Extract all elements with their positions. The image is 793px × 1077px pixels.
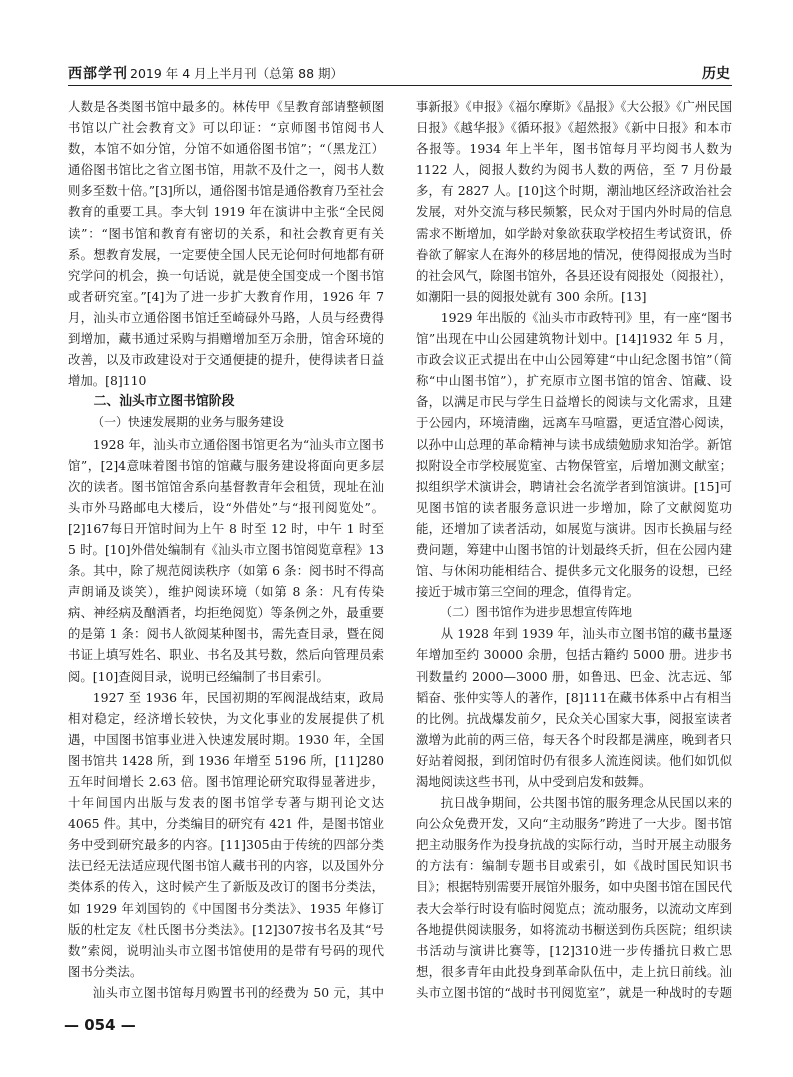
running-header [68, 63, 732, 86]
subsection-heading: （二）图书馆作为进步思想宣传阵地 [440, 605, 633, 620]
paragraph: 人数是各类图书馆中最多的。林传甲《呈教育部请整顿图书馆以广社会教育文》可以印证：“京师图书馆阅书人数，本馆不如分馆，分馆不如通俗图书馆”；“（黑龙江）通俗图书馆比之省立图书馆，用款不及什之一，阅书人数则多至数十倍。”[3]所以，通俗图书馆是通俗教育乃至社会教育的重要工具。李大钊 1919 年在演讲中主张“全民阅读”：“图书馆和教育有密切的关系，和社会教育更有关系。想教育发展，一定要使全国人民无论何时何地都有研究学问的机会，换一句话说，就是使全国变成一个图书馆或者研究室。”[4]为了进一步扩大教育作用，1926 年 7 月，汕头市立通俗图书馆迁至崎碌外马路，人员与经费得到增加，藏书通过采购与捐赠增加至万余册，馆舍环境的改善，以及市政建设对于交通便捷的提升，使得读者日益增加。[8]110 [68, 99, 384, 389]
section-heading: 二、汕头市立图书馆阶段 [93, 394, 235, 410]
page-number: — 054 — [64, 1016, 136, 1034]
subsection-heading: （一）快速发展期的业务与服务建设 [92, 415, 285, 430]
paragraph: 抗日战争期间，公共图书馆的服务理念从民国以来的向公众免费开发，又向“主动服务”跨进了一大步。图书馆把主动服务作为投身抗战的实际行动，当时开展主动服务的方法有：编制专题书目或索引，如《战时国民知识书目》；根据特别需要开展馆外服务，如中央图书馆在国民代表大会举行时设有临时阅览点；流动服务，以流动文库到各地提供阅读服务，如将流动书橱送到伤兵医院；组织读书活动与演讲比赛等，[12]310进一步传播抗日救亡思想，很多青年由此投身到革命队伍中，走上抗日前线。汕头市立图书馆的“战时书刊阅览室”，就是一种战时的专题 [416, 795, 732, 1000]
right-column [416, 96, 732, 1001]
section-label: 历史 [702, 66, 730, 82]
paragraph: 汕头市立图书馆每月购置书刊的经费为 50 元，其中 [92, 984, 384, 1000]
left-column [68, 96, 384, 1001]
paragraph: 1929 年出版的《汕头市市政特刊》里，有一座“图书馆”出现在中山公园建筑物计划中。[14]1932 年 5 月，市政会议正式提出在中山公园筹建“中山纪念图书馆”（简称“中山图书馆”），扩充原市立图书馆的馆舍、馆藏、设备，以满足市民与学生日益增长的阅读与文化需求，且建于公园内，环境清幽，远离车马喧嚣，更适宜潜心阅读，以孙中山总理的革命精神与读书成绩勉励求知治学。新馆拟附设全市学校展览室、古物保管室，后增加测文献室；拟组织学术演讲会，聘请社会名流学者到馆演讲。[15]可见图书馆的读者服务意识进一步增加，除了文献阅览功能，还增加了读者活动，如展览与演讲。因市长换届与经费问题，筹建中山图书馆的计划最终夭折，但在公园内建馆、与休闲功能相结合、提供多元文化服务的设想，已经接近于城市第三空间的理念，值得肯定。 [416, 309, 732, 600]
paragraph: 1927 至 1936 年，民国初期的军阀混战结束，政局相对稳定，经济增长较快，为文化事业的发展提供了机遇，中国图书馆事业进入快速发展时期。1930 年，全国图书馆共 1428 所，到 1936 年增至 5196 所，[11]280五年时间增长 2.63 倍。图书馆理论研究取得显著进步，十年间国内出版与发表的图书馆学专著与期刊论文达 4065 件。其中，分类编目的研究有 421 件，是图书馆业务中受到研究最多的内容。[11]305由于传统的四部分类法已经无法适应现代图书馆人藏书刊的内容，以及国外分类体系的传入，这时候产生了新版及改订的图书分类法，如 1929 年刘国钧的《中国图书分类法》、1935 年修订版的杜定友《杜氏图书分类法》。[12]307按书名及其“号数”索阅，说明汕头市立图书馆使用的是带有号码的现代图书分类法。 [68, 689, 384, 979]
paragraph: 从 1928 年到 1939 年，汕头市立图书馆的藏书量逐年增加至约 30000 余册，包括古籍约 5000 册。进步书刊数量约 2000—3000 册，如鲁迅、巴金、沈志远、邹韬奋、张仲实等人的著作，[8]111在藏书体系中占有相当的比例。抗战爆发前夕，民众关心国家大事，阅报室读者激增为此前的两三倍，每天各个时段都是满座，晚到者只好站着阅报，到闭馆时仍有很多人流连阅读。他们如饥似渴地阅读这些书刊，从中受到启发和鼓舞。 [416, 626, 732, 789]
journal-logo: 西部学刊 [68, 66, 128, 82]
paragraph: 1928 年，汕头市立通俗图书馆更名为“汕头市立图书馆”，[2]4意味着图书馆的馆藏与服务建设将面向更多层次的读者。图书馆馆舍系向基督教青年会租赁，现址在汕头市外马路邮电大楼后，设“外借处”与“报刊阅览处”。[2]167每日开馆时间为上午 8 时至 12 时，中午 1 时至 5 时。[10]外借处编制有《汕头市立图书馆阅览章程》13 条。其中，除了规范阅读秩序（如第 6 条：阅书时不得高声朗诵及谈笑），维护阅读环境（如第 8 条：凡有传染病、神经病及酗酒者，均拒绝阅览）等条例之外，最重要的是第 1 条：阅书人欲阅某种图书，需先查目录，暨在阅书证上填写姓名、职业、书名及其号数，然后向管理员索阅。[10]查阅目录，说明已经编制了书目索引。 [68, 436, 384, 684]
issue-info: 2019 年 4 月上半月刊（总第 88 期） [130, 66, 344, 81]
paragraph: 事新报》《申报》《福尔摩斯》《晶报》《大公报》《广州民国日报》《越华报》《循环报》《超然报》《新中日报》和本市各报等。1934 年上半年，图书馆每月平均阅书人数为 1122 人，阅报人数约为阅书人数的两倍，至 7 月份最多，有 2827 人。[10]这个时期，潮汕地区经济政治社会发展，对外交流与移民频繁，民众对于国内外时局的信息需求不断增加，如学龄对象欲获取学校招生考试资讯，侨眷欲了解家人在海外的移居地的情况，使得阅报成为当时的社会风气，除图书馆外，各县还设有阅报处（阅报社），如潮阳一县的阅报处就有 300 余所。[13] [416, 99, 732, 304]
